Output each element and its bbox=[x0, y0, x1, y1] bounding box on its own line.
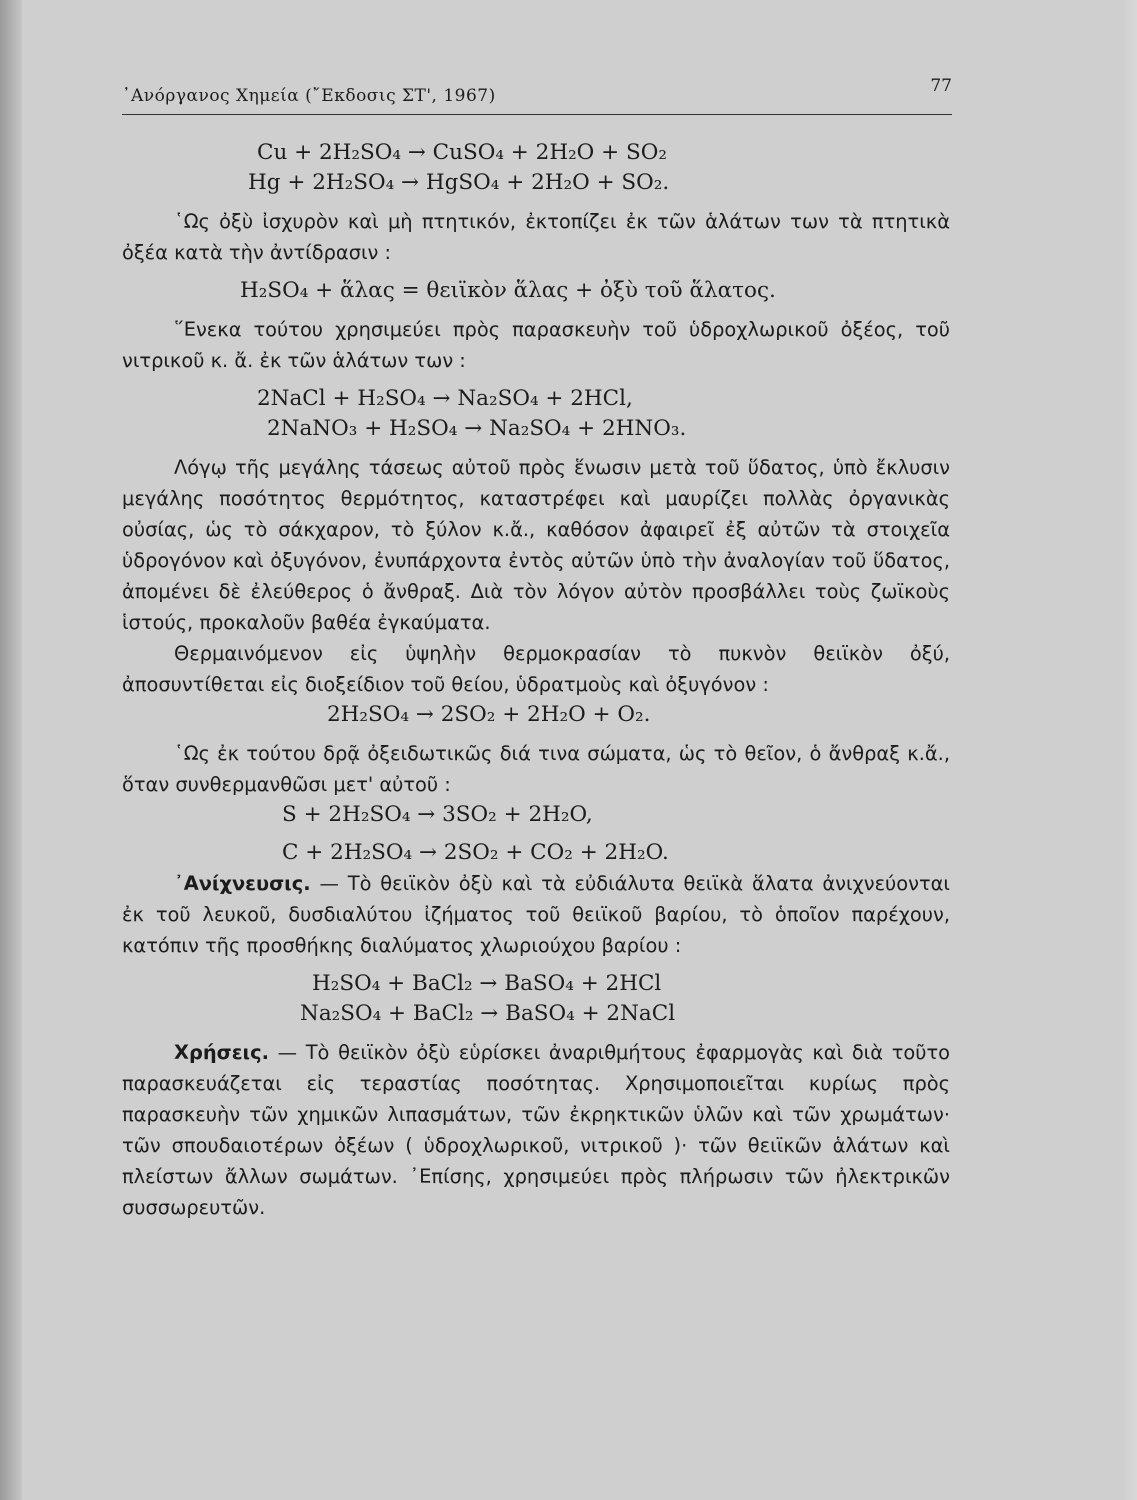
page-edge bbox=[1123, 0, 1137, 1500]
running-header bbox=[122, 74, 952, 115]
equation-nacl: 2NaCl + H₂SO₄ → Na₂SO₄ + 2HCl, bbox=[257, 386, 633, 411]
page-content bbox=[122, 138, 950, 1223]
paragraph-strong-acid: ῾Ως ὀξὺ ἰσχυρὸν καὶ μὴ πτητικόν, ἐκτοπίζει ἐκ τῶν ἁλάτων των τὰ πτητικὰ ὀξέα κατὰ τὴν ἀντίδρασιν : bbox=[122, 210, 950, 264]
heading-uses: Χρήσεις. bbox=[174, 1041, 269, 1064]
equation-mercury: Hg + 2H₂SO₄ → HgSO₄ + 2H₂O + SO₂. bbox=[248, 170, 670, 195]
equation-sulfur: S + 2H₂SO₄ → 3SO₂ + 2H₂O, bbox=[282, 802, 593, 827]
paragraph-detection bbox=[122, 868, 950, 961]
paragraph-dehydration: Λόγῳ τῆς μεγάλης τάσεως αὐτοῦ πρὸς ἕνωσιν μετὰ τοῦ ὕδατος, ὑπὸ ἔκλυσιν μεγάλης ποσότητος θερμότητος, καταστρέφει καὶ μαυρίζει πολλὰς ὀργανικὰς οὐσίας, ὡς τὸ σάκχαρον, τὸ ξύλον κ.ἄ., καθόσον ἀφαιρεῖ ἐξ αὐτῶν τὰ στοιχεῖα ὑδρογόνον καὶ ὀξυγόνον, ἐνυπάρχοντα ἐντὸς αὐτῶν ὑπὸ τὴν ἀναλογίαν τοῦ ὕδατος, ἀπομένει δὲ ἐλεύθερος ὁ ἄνθραξ. Διὰ τὸν λόγον αὐτὸν προσβάλλει τοὺς ζωϊκοὺς ἱστούς, προκαλοῦν βαθέα ἐγκαύματα. bbox=[122, 456, 950, 634]
page-binding-shadow bbox=[0, 0, 22, 1500]
equation-nano3: 2NaNO₃ + H₂SO₄ → Na₂SO₄ + 2HNO₃. bbox=[267, 416, 687, 441]
equation-na2so4-bacl2: Na₂SO₄ + BaCl₂ → BaSO₄ + 2NaCl bbox=[300, 1001, 676, 1026]
equation-h2so4-bacl2: H₂SO₄ + BaCl₂ → BaSO₄ + 2HCl bbox=[312, 971, 662, 996]
paragraph-hydrochloric-use: ῞Ενεκα τούτου χρησιμεύει πρὸς παρασκευὴν τοῦ ὑδροχλωρικοῦ ὀξέος, τοῦ νιτρικοῦ κ. ἄ. ἐκ τῶν ἁλάτων των : bbox=[122, 318, 950, 372]
equation-copper: Cu + 2H₂SO₄ → CuSO₄ + 2H₂O + SO₂ bbox=[257, 140, 667, 165]
paragraph-decomposition: Θερμαινόμενον εἰς ὑψηλὴν θερμοκρασίαν τὸ πυκνὸν θειϊκὸν ὀξύ, ἀποσυντίθεται εἰς διοξείδιον τοῦ θείου, ὑδρατμοὺς καὶ ὀξυγόνον : bbox=[122, 642, 950, 696]
header-title: ᾿Ανόργανος Χημεία (῎Εκδοσις ΣΤ', 1967) bbox=[122, 86, 496, 106]
equation-carbon: C + 2H₂SO₄ → 2SO₂ + CO₂ + 2H₂O. bbox=[282, 840, 669, 865]
detection-text: — Τὸ θειϊκὸν ὀξὺ καὶ τὰ εὐδιάλυτα θειϊκὰ ἅλατα ἀνιχνεύονται ἐκ τοῦ λευκοῦ, δυσδιαλύτου ἰζήματος τοῦ θειϊκοῦ βαρίου, τὸ ὁποῖον παρέχουν, κατόπιν τῆς προσθήκης διαλύματος χλωριούχου βαρίου : bbox=[122, 872, 950, 957]
paragraph-uses bbox=[122, 1037, 950, 1223]
uses-text: — Τὸ θειϊκὸν ὀξὺ εὑρίσκει ἀναριθμήτους ἐφαρμογὰς καὶ διὰ τοῦτο παρασκευάζεται εἰς τεραστίας ποσότητας. Χρησιμοποιεῖται κυρίως πρὸς παρασκευὴν τῶν χημικῶν λιπασμάτων, τῶν ἐκρηκτικῶν ὑλῶν καὶ τῶν χρωμάτων· τῶν σπουδαιοτέρων ὀξέων ( ὑδροχλωρικοῦ, νιτρικοῦ )· τῶν θειϊκῶν ἁλάτων καὶ πλείστων ἄλλων σωμάτων. ᾿Επίσης, χρησιμεύει πρὸς πλήρωσιν τῶν ἠλεκτρικῶν συσσωρευτῶν. bbox=[122, 1041, 950, 1219]
equation-salt-displacement: H₂SO₄ + ἅλας = θειϊκὸν ἅλας + ὀξὺ τοῦ ἅλατος. bbox=[240, 278, 776, 303]
heading-detection: ᾿Ανίχνευσις. bbox=[174, 872, 311, 895]
equation-decomposition: 2H₂SO₄ → 2SO₂ + 2H₂O + O₂. bbox=[327, 702, 651, 727]
paragraph-oxidizing: ῾Ως ἐκ τούτου δρᾷ ὀξειδωτικῶς διά τινα σώματα, ὡς τὸ θεῖον, ὁ ἄνθραξ κ.ἄ., ὅταν συνθερμανθῶσι μετ' αὐτοῦ : bbox=[122, 742, 950, 796]
page-number: 77 bbox=[930, 76, 952, 96]
